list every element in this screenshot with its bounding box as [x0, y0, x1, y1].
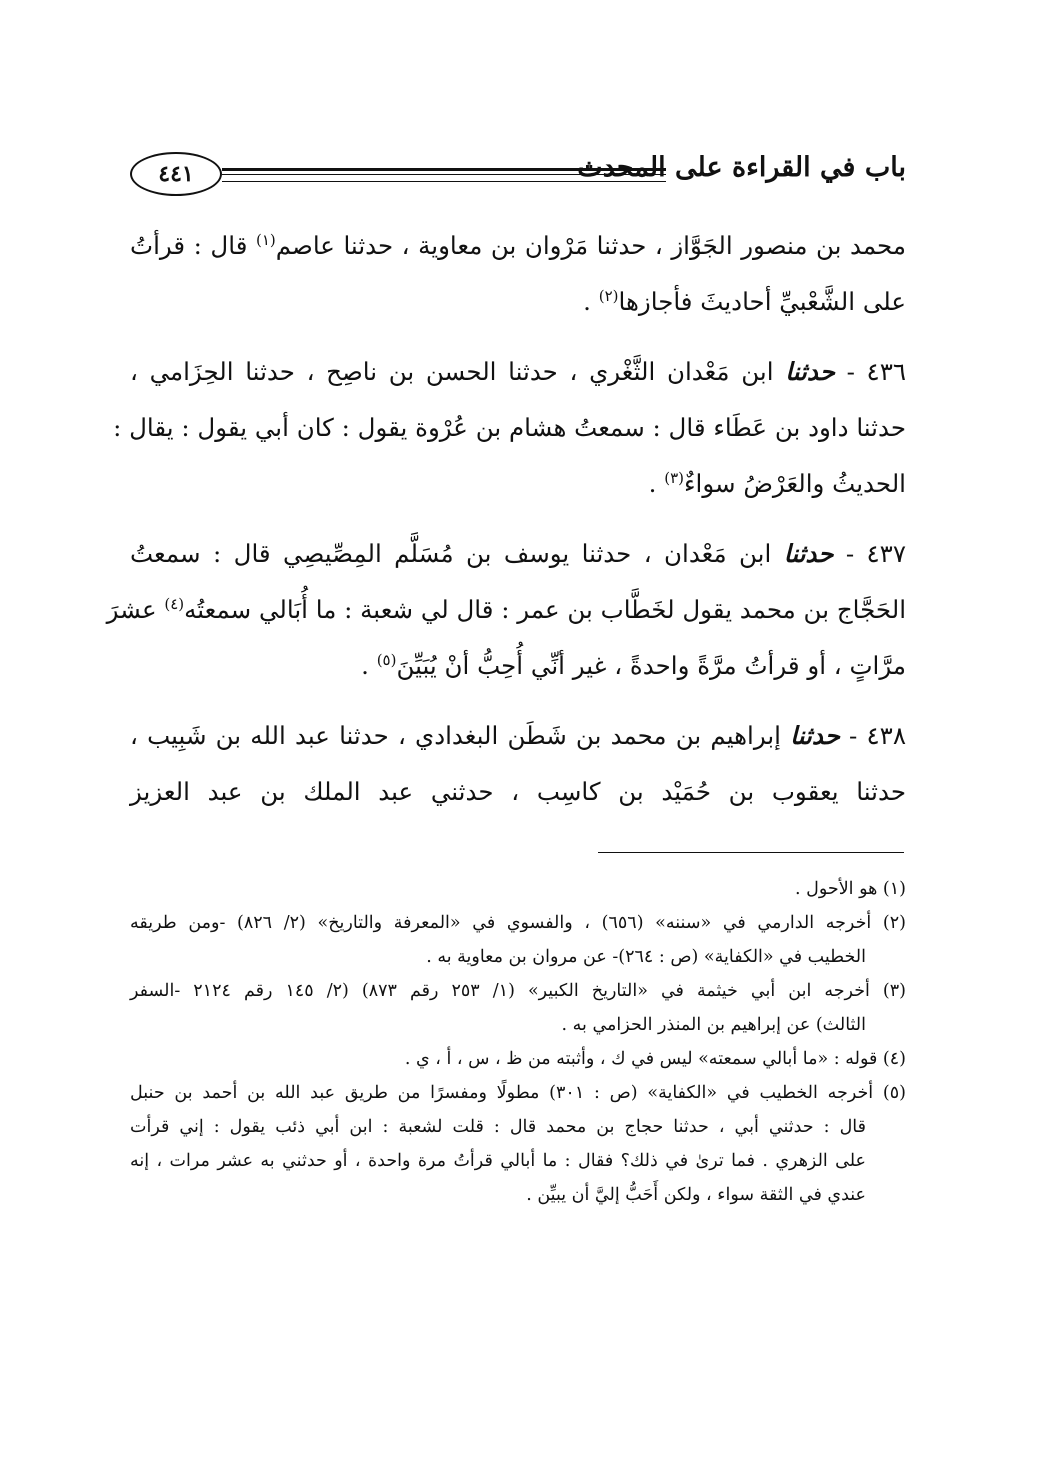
hadith-438-line [130, 708, 906, 764]
text-segment: الحَجَّاج بن محمد يقول لخَطَّاب بن عمر : قال لي شعبة : ما أُبَالي سمعتُه [184, 595, 906, 624]
text-segment: . [583, 287, 591, 316]
text-segment: حدثنا يعقوب بن حُمَيْد بن كاسِب ، حدثني عبد الملك بن عبد العزيز [130, 777, 906, 806]
hadith-number: ٤٣٦ - [834, 357, 907, 386]
hadith-number: ٤٣٧ - [833, 539, 906, 568]
footnote-line: (٤) قوله : «ما أبالي سمعته» ليس في ك ، وأثبته من ظ ، س ، أ ، ي . [404, 1049, 906, 1069]
page-header [130, 150, 906, 200]
text-segment: قال : قرأتُ [130, 231, 248, 260]
footnote-ref: (٥) [376, 650, 397, 669]
text-segment: محمد بن منصور الجَوَّاز ، حدثنا مَرْوان بن معاوية ، حدثنا عاصم [275, 231, 906, 260]
footnote-line: (٢) أخرجه الدارمي في «سننه» (٦٥٦) ، والفسوي في «المعرفة والتاريخ» (٢/ ٨٢٦) -ومن طريقه [130, 913, 906, 933]
haddathana-word: حدثنا [783, 539, 834, 568]
text-segment: عشرَ [106, 595, 157, 624]
footnote-separator [598, 852, 904, 853]
text-line [130, 218, 906, 274]
footnote-line: الثالث) عن إبراهيم بن المنذر الحزامي به . [561, 1015, 866, 1035]
text-segment: مرَّاتٍ ، أو قرأتُ مرَّةً واحدةً ، غير أنِّي أُحِبُّ أنْ يُبَيِّنَ [396, 651, 906, 680]
footnote-ref: (٣) [664, 468, 685, 487]
page-number: ٤٤١ [130, 152, 222, 196]
text-line [130, 764, 906, 820]
text-line [113, 400, 906, 456]
text-segment: إبراهيم بن محمد بن شَطَن البغدادي ، حدثنا عبد الله بن شَبِيب ، [130, 721, 781, 750]
hadith-436-line [130, 344, 906, 400]
text-segment: ابن مَعْدان ، حدثنا يوسف بن مُسَلَّم المِصِّيصِي قال : سمعتُ [130, 539, 772, 568]
text-segment: ابن مَعْدان الثَّغْري ، حدثنا الحسن بن ناصِح ، حدثنا الحِزَامي ، [130, 357, 774, 386]
haddathana-word: حدثنا [785, 357, 835, 386]
footnote-line: (٥) أخرجه الخطيب في «الكفاية» (ص : ٣٠١) مطولًا ومفسرًا من طريق عبد الله بن أحمد بن حنبل [130, 1083, 906, 1103]
text-segment: حدثنا داود بن عَطَاء قال : سمعتُ هشام بن عُرْوة يقول : كان أبي يقول : يقال : [113, 413, 906, 442]
hadith-437-line [130, 526, 906, 582]
footnote-ref: (٢) [598, 286, 619, 305]
text-line [130, 638, 906, 694]
text-line [106, 582, 906, 638]
footnote-line: عندي في الثقة سواء ، ولكن أَحَبُّ إليَّ أن يبيِّن . [526, 1185, 866, 1205]
footnotes [130, 872, 906, 1212]
text-segment: . [648, 469, 657, 498]
text-segment: الحديثُ والعَرْضُ سواءٌ [684, 469, 906, 498]
hadith-number: ٤٣٨ - [839, 721, 906, 750]
footnote-line: (١) هو الأحول . [795, 879, 906, 899]
main-text [106, 218, 907, 820]
text-segment: على الشَّعْبيِّ أحاديثَ فأجازها [618, 287, 906, 316]
footnote-ref: (٤) [164, 594, 185, 613]
footnote-line: الخطيب في «الكفاية» (ص : ٢٦٤)- عن مروان بن معاوية به . [426, 947, 866, 967]
haddathana-word: حدثنا [790, 721, 840, 750]
footnote-ref: (١) [255, 230, 276, 249]
text-line [130, 274, 906, 330]
footnote-line: قال : حدثني أبي ، حدثنا حجاج بن محمد قال : قلت لشعبة : ابن أبي ذئب يقول : إني قرأت [130, 1117, 866, 1137]
footnote-line: على الزهري . فما ترىٰ في ذلك؟ فقال : ما أبالي قرأتُ مرة واحدة ، أو حدثني به عشر مرات ، إنه [130, 1151, 866, 1171]
running-title: باب في القراءة على المحدث [577, 152, 906, 183]
text-line [130, 456, 906, 512]
text-segment: . [361, 651, 369, 680]
footnote-line: (٣) أخرجه ابن أبي خيثمة في «التاريخ الكبير» (١/ ٢٥٣ رقم ٨٧٣) (٢/ ١٤٥ رقم ٢١٢٤ -السفر [130, 981, 906, 1001]
